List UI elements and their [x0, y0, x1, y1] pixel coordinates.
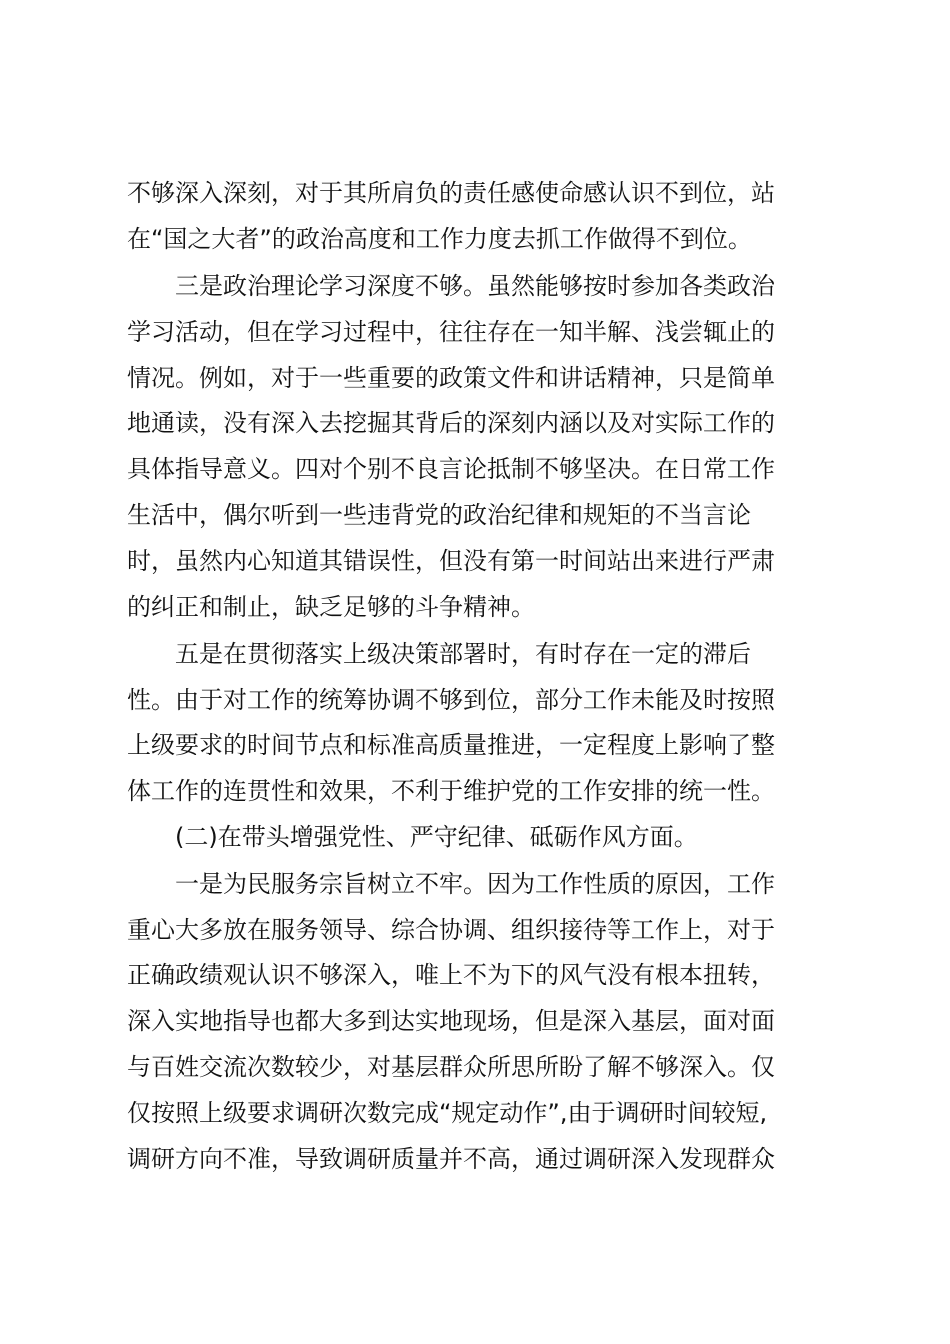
text-line: 情况。例如，对于一些重要的政策文件和讲话精神，只是简单	[127, 364, 775, 392]
text-line: 体工作的连贯性和效果，不利于维护党的工作安排的统一性。	[127, 777, 775, 805]
text-line: 地通读，没有深入去挖掘其背后的深刻内涵以及对实际工作的	[127, 409, 775, 437]
text-line: 不够深入深刻，对于其所肩负的责任感使命感认识不到位，站	[127, 179, 775, 207]
text-line: 生活中，偶尔听到一些违背党的政治纪律和规矩的不当言论	[127, 501, 751, 529]
text-line: 的纠正和制止，缺乏足够的斗争精神。	[127, 593, 535, 621]
text-line: 上级要求的时间节点和标准高质量推进，一定程度上影响了整	[127, 731, 775, 759]
text-line: 具体指导意义。四对个别不良言论抵制不够坚决。在日常工作	[127, 455, 775, 483]
text-line: 正确政绩观认识不够深入，唯上不为下的风气没有根本扭转，	[127, 961, 775, 989]
paragraph-start-line: 一是为民服务宗旨树立不牢。因为工作性质的原因，工作	[175, 870, 775, 898]
text-line: 在“国之大者”的政治高度和工作力度去抓工作做得不到位。	[127, 225, 752, 253]
section-heading: (二)在带头增强党性、严守纪律、砥砺作风方面。	[175, 823, 698, 851]
text-line: 重心大多放在服务领导、综合协调、组织接待等工作上，对于	[127, 916, 775, 944]
text-line: 与百姓交流次数较少，对基层群众所思所盼了解不够深入。仅	[127, 1053, 775, 1081]
text-line: 仅按照上级要求调研次数完成“规定动作”,由于调研时间较短,	[127, 1099, 768, 1127]
text-line: 学习活动，但在学习过程中，往往存在一知半解、浅尝辄止的	[127, 318, 775, 346]
text-line: 时，虽然内心知道其错误性，但没有第一时间站出来进行严肃	[127, 547, 775, 575]
paragraph-start-line: 三是政治理论学习深度不够。虽然能够按时参加各类政治	[175, 272, 775, 300]
text-line: 性。由于对工作的统筹协调不够到位，部分工作未能及时按照	[127, 686, 775, 714]
text-line: 深入实地指导也都大多到达实地现场，但是深入基层，面对面	[127, 1007, 775, 1035]
text-line: 调研方向不准，导致调研质量并不高，通过调研深入发现群众	[127, 1145, 775, 1173]
paragraph-start-line: 五是在贯彻落实上级决策部署时，有时存在一定的滞后	[175, 640, 751, 668]
